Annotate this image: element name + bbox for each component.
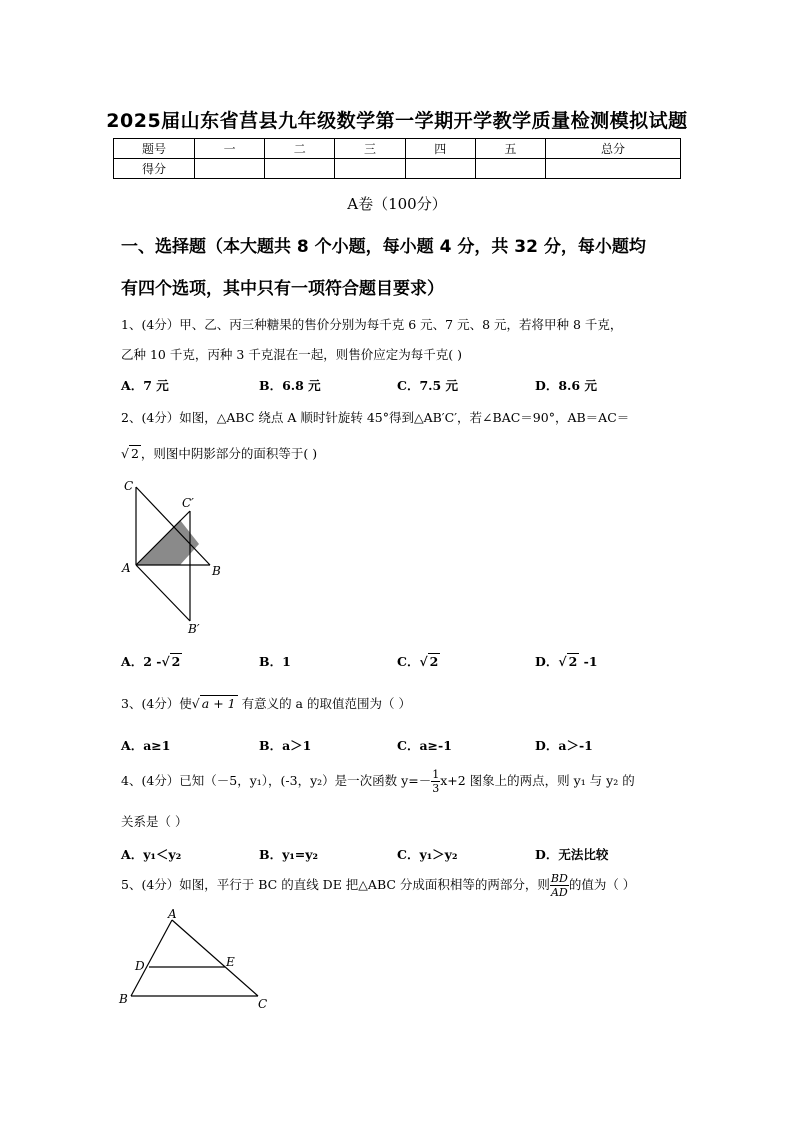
score-header-cell: 三	[335, 139, 405, 159]
score-header-cell: 四	[405, 139, 475, 159]
score-cell[interactable]	[405, 159, 475, 179]
q5-label-d: D	[135, 959, 145, 973]
q3-text: 3、(4分）使√ a + 1 有意义的 a 的取值范围为（ ）	[121, 696, 411, 711]
score-header-cell: 二	[265, 139, 335, 159]
q2-text-line1: 2、(4分）如图，△ABC 绕点 A 顺时针旋转 45°得到△AB′C′，若∠BAC＝90°，AB＝AC＝	[121, 410, 630, 425]
q5-fraction: $\frac{BD}{AD}$	[550, 872, 568, 899]
q3-option-d[interactable]: D．a＞-1	[535, 738, 593, 753]
section-heading-line1: 一、选择题（本大题共 8 个小题，每小题 4 分，共 32 分，每小题均	[121, 237, 646, 257]
q5-side-ab	[131, 920, 172, 996]
page-title: 2025届山东省莒县九年级数学第一学期开学教学质量检测模拟试题	[106, 110, 688, 132]
q2-option-d[interactable]: D．√ 2 -1	[535, 654, 598, 669]
q4-text-line2: 关系是（ ）	[121, 814, 188, 829]
score-cell[interactable]	[265, 159, 335, 179]
score-header-cell: 题号	[114, 139, 195, 159]
q2-text-line2: √ 2 ，则图中阴影部分的面积等于( )	[121, 446, 318, 461]
q2-label-b: B	[212, 564, 221, 578]
q4-fraction: $\frac{1}{3}$	[432, 768, 440, 795]
q1-text-line1: 1、(4分）甲、乙、丙三种糖果的售价分别为每千克 6 元、7 元、8 元，若将甲种 8 千克，	[121, 317, 623, 332]
q2-side-ab-prime	[136, 565, 190, 621]
q2-sqrt: √ 2	[121, 446, 139, 461]
q2-option-c[interactable]: C．√ 2	[397, 654, 439, 669]
q5-label-c: C	[258, 997, 268, 1011]
score-table-score-row	[114, 159, 681, 179]
score-header-cell: 一	[195, 139, 265, 159]
q1-text-line2: 乙种 10 千克，丙种 3 千克混在一起，则售价应定为每千克( )	[121, 347, 462, 362]
score-table	[113, 138, 681, 179]
q2-label-a: A	[122, 561, 131, 575]
q4-option-d[interactable]: D．无法比较	[535, 847, 609, 862]
q2-label-b-prime: B′	[188, 622, 200, 636]
q2-option-b[interactable]: B．1	[259, 654, 291, 669]
q5-label-a: A	[168, 908, 177, 921]
q3-option-a[interactable]: A．a≥1	[121, 738, 171, 753]
q4-option-a[interactable]: A．y₁＜y₂	[121, 847, 182, 862]
score-row-label: 得分	[114, 159, 195, 179]
q5-label-e: E	[226, 955, 235, 969]
score-header-cell: 五	[475, 139, 545, 159]
q1-option-c[interactable]: C．7.5 元	[397, 378, 459, 393]
score-cell[interactable]	[195, 159, 265, 179]
q4-text-line1: 4、(4分）已知（－5，y₁），(-3，y₂）是一次函数 y=－ $\frac{1}{3}$ x+2 图象上的两点，则 y₁ 与 y₂ 的	[121, 768, 635, 795]
q5-triangle-figure	[115, 908, 275, 1013]
q1-option-b[interactable]: B．6.8 元	[259, 378, 321, 393]
q5-label-b: B	[119, 992, 128, 1006]
q3-option-c[interactable]: C．a≥-1	[397, 738, 452, 753]
score-cell[interactable]	[335, 159, 405, 179]
section-heading-line2: 有四个选项，其中只有一项符合题目要求）	[121, 279, 444, 299]
score-cell[interactable]	[546, 159, 681, 179]
q1-option-a[interactable]: A．7 元	[121, 378, 169, 393]
volume-heading: A卷（100分）	[347, 195, 447, 213]
q4-option-b[interactable]: B．y₁=y₂	[259, 847, 319, 862]
q2-label-c: C	[124, 479, 134, 493]
q2-option-a[interactable]: A．2 -√ 2	[121, 654, 181, 669]
q3-option-b[interactable]: B．a＞1	[259, 738, 312, 753]
score-table-header-row	[114, 139, 681, 159]
q2-label-c-prime: C′	[182, 496, 194, 510]
q4-option-c[interactable]: C．y₁＞y₂	[397, 847, 458, 862]
q1-option-d[interactable]: D．8.6 元	[535, 378, 597, 393]
q5-text: 5、(4分）如图，平行于 BC 的直线 DE 把△ABC 分成面积相等的两部分，则 $\frac{BD}{AD}$ 的值为（ ）	[121, 872, 636, 899]
q5-side-ac	[172, 920, 258, 996]
score-header-cell: 总分	[546, 139, 681, 159]
q2-rotation-figure	[110, 475, 240, 640]
q3-sqrt: √ a + 1	[191, 696, 236, 711]
score-cell[interactable]	[475, 159, 545, 179]
